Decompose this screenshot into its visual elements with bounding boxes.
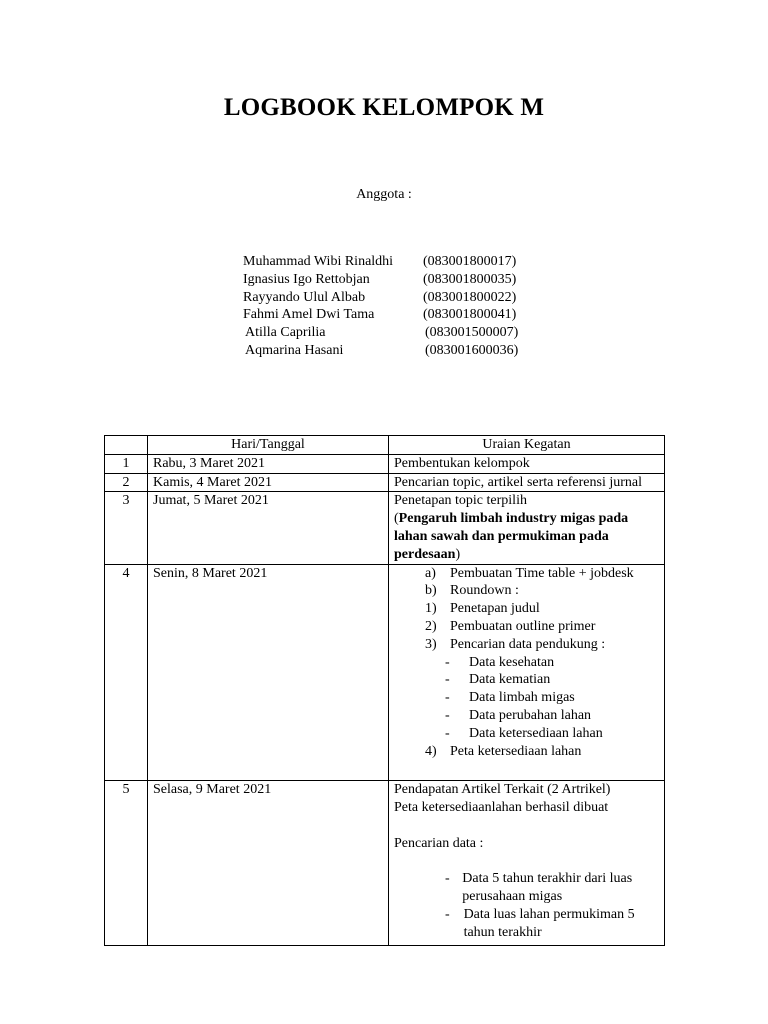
description-line: Peta ketersediaanlahan berhasil dibuat bbox=[394, 800, 609, 816]
dash-marker: - bbox=[445, 725, 450, 741]
list-text: Data perubahan lahan bbox=[469, 707, 592, 723]
list-text: Pembuatan outline primer bbox=[450, 618, 596, 634]
member-id: (083001800017) bbox=[423, 254, 517, 269]
document-title: LOGBOOK KELOMPOK M bbox=[223, 94, 545, 121]
table-row bbox=[105, 781, 665, 945]
description-line: Pendapatan Artikel Terkait (2 Artrikel) bbox=[394, 782, 611, 798]
dash-marker: - bbox=[445, 707, 450, 723]
members-heading: Anggota : bbox=[356, 187, 412, 202]
list-text: Data kematian bbox=[469, 672, 551, 688]
list-text: Peta ketersediaan lahan bbox=[450, 743, 582, 759]
list-text: Data 5 tahun terakhir dari luas perusahaan migas bbox=[462, 871, 633, 905]
row-day: Kamis, 4 Maret 2021 bbox=[148, 473, 389, 492]
member-id: (083001800041) bbox=[423, 307, 517, 323]
header-number bbox=[105, 436, 148, 455]
member-id: (083001800035) bbox=[423, 271, 517, 287]
list-item bbox=[425, 618, 659, 636]
row-description bbox=[389, 564, 665, 781]
dash-list bbox=[394, 870, 659, 941]
member-name: Aqmarina Hasani bbox=[245, 342, 344, 358]
list-item bbox=[425, 565, 659, 583]
list-item bbox=[425, 743, 659, 761]
row-day: Jumat, 5 Maret 2021 bbox=[148, 492, 389, 564]
row-description bbox=[389, 781, 665, 945]
list-label: 3) bbox=[425, 636, 437, 652]
row-day: Rabu, 3 Maret 2021 bbox=[148, 454, 389, 473]
row-number: 3 bbox=[105, 492, 148, 564]
header-day: Hari/Tanggal bbox=[148, 436, 389, 455]
open-paren: ( bbox=[394, 511, 399, 527]
dash-marker: - bbox=[445, 672, 450, 688]
logbook-table bbox=[104, 435, 665, 946]
list-text: Data ketersediaan lahan bbox=[469, 725, 603, 741]
list-text: Data luas lahan permukiman 5 tahun terakhir bbox=[463, 906, 635, 940]
table-row bbox=[105, 454, 665, 473]
list-item bbox=[445, 870, 659, 906]
list-text: Penetapan judul bbox=[450, 601, 540, 617]
list-text: Data kesehatan bbox=[469, 654, 555, 670]
table-row bbox=[105, 473, 665, 492]
list-item bbox=[445, 906, 659, 942]
list-item bbox=[425, 600, 659, 618]
list-label: a) bbox=[425, 565, 436, 581]
dash-marker: - bbox=[445, 654, 450, 670]
member-id: (083001600036) bbox=[425, 342, 519, 358]
table-row bbox=[105, 564, 665, 781]
table-row bbox=[105, 492, 665, 564]
numbered-list bbox=[394, 600, 659, 653]
header-description: Uraian Kegatan bbox=[389, 436, 665, 455]
numbered-list bbox=[394, 743, 659, 761]
list-label: b) bbox=[425, 583, 437, 599]
list-item bbox=[445, 725, 659, 743]
member-id: (083001800022) bbox=[423, 289, 517, 305]
row-description bbox=[389, 492, 665, 564]
member-name: Atilla Caprilia bbox=[245, 325, 326, 341]
list-label: 4) bbox=[425, 743, 437, 759]
dash-marker: - bbox=[445, 906, 450, 922]
member-name: Rayyando Ulul Albab bbox=[243, 289, 366, 305]
list-item bbox=[445, 707, 659, 725]
list-text: Data limbah migas bbox=[469, 690, 575, 706]
dash-marker: - bbox=[445, 871, 450, 887]
dash-marker: - bbox=[445, 690, 450, 706]
member-name: Fahmi Amel Dwi Tama bbox=[243, 307, 375, 323]
row-day: Selasa, 9 Maret 2021 bbox=[148, 781, 389, 945]
list-text: Pencarian data pendukung : bbox=[450, 636, 606, 652]
list-item bbox=[445, 671, 659, 689]
row-day: Senin, 8 Maret 2021 bbox=[148, 564, 389, 781]
row-description: Pencarian topic, artikel serta referensi jurnal bbox=[389, 473, 665, 492]
row-number: 5 bbox=[105, 781, 148, 945]
list-item bbox=[445, 689, 659, 707]
member-id: (083001500007) bbox=[425, 325, 519, 341]
description-line: Penetapan topic terpilih bbox=[394, 493, 527, 509]
row-description: Pembentukan kelompok bbox=[389, 454, 665, 473]
search-label: Pencarian data : bbox=[394, 835, 484, 851]
list-text: Pembuatan Time table + jobdesk bbox=[450, 565, 634, 581]
list-item bbox=[425, 582, 659, 600]
close-paren: ) bbox=[455, 546, 461, 562]
row-number: 1 bbox=[105, 454, 148, 473]
list-item bbox=[425, 636, 659, 654]
topic-line bbox=[394, 510, 659, 563]
dash-list bbox=[394, 654, 659, 743]
alpha-list bbox=[394, 565, 659, 601]
list-label: 1) bbox=[425, 601, 437, 617]
row-number: 2 bbox=[105, 473, 148, 492]
list-label: 2) bbox=[425, 618, 437, 634]
topic-title: Pengaruh limbah industry migas pada lahan sawah dan permukiman pada perdesaan bbox=[394, 511, 629, 562]
member-name: Muhammad Wibi Rinaldhi bbox=[243, 254, 394, 269]
row-number: 4 bbox=[105, 564, 148, 781]
member-name: Ignasius Igo Rettobjan bbox=[243, 271, 370, 287]
table-header-row bbox=[105, 436, 665, 455]
list-item bbox=[445, 654, 659, 672]
list-text: Roundown : bbox=[450, 583, 519, 599]
